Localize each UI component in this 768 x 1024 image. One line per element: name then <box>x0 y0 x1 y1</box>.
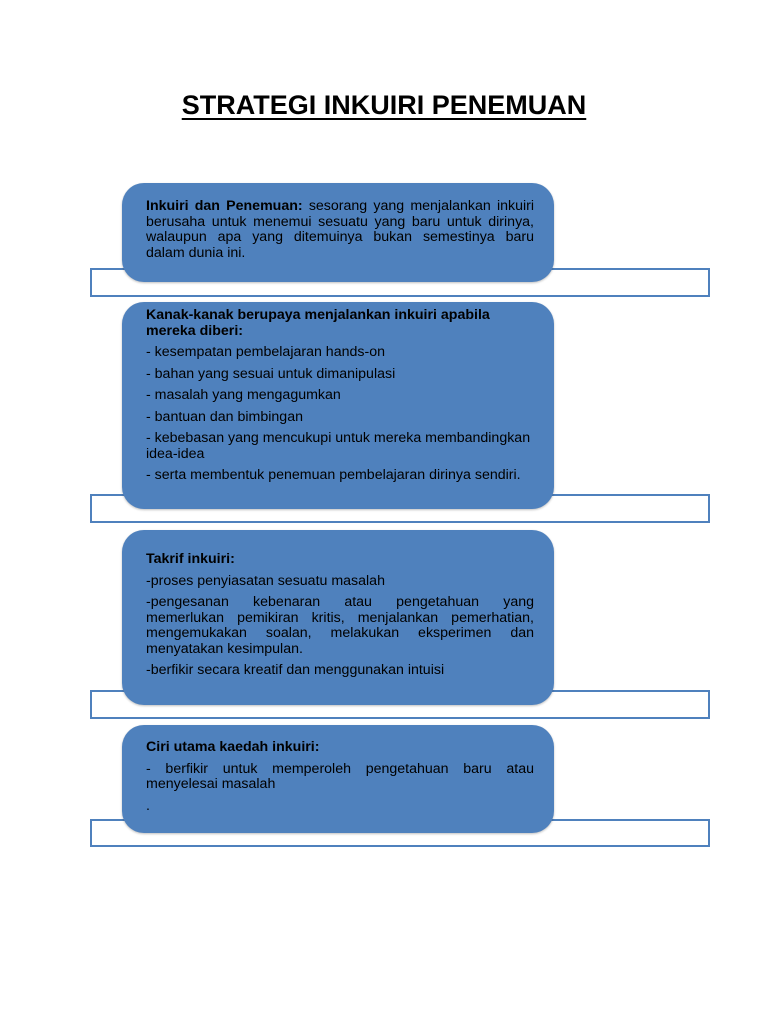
panel-1-box <box>122 183 554 282</box>
panel-2-item: - kebebasan yang mencukupi untuk mereka membandingkan idea-idea <box>146 430 531 462</box>
panel-1-heading: Inkuiri dan Penemuan: <box>146 198 303 214</box>
panel-4-item: . <box>146 797 150 814</box>
panel-2-heading: Kanak-kanak berupaya menjalankan inkuiri apabila mereka diberi: <box>146 307 490 339</box>
panel-2-item: - masalah yang mengagumkan <box>146 387 341 403</box>
panel-3-box <box>122 530 554 705</box>
panel-4-box <box>122 725 554 833</box>
panel-2-item: - serta membentuk penemuan pembelajaran dirinya sendiri. <box>146 467 521 483</box>
panel-1-body: sesorang yang menjalankan inkuiri berusaha untuk menemui sesuatu yang baru untuk dirinya, walaupun apa yang ditemuinya bukan semestinya baru dalam dunia ini. <box>146 198 534 261</box>
panel-2-item: - bahan yang sesuai untuk dimanipulasi <box>146 365 396 382</box>
panel-4-item: - berfikir untuk memperoleh pengetahuan baru atau menyelesai masalah <box>146 760 534 792</box>
panel-1-text <box>146 199 534 261</box>
page-title: STRATEGI INKUIRI PENEMUAN <box>181 90 587 120</box>
panel-4-heading: Ciri utama kaedah inkuiri: <box>146 739 320 755</box>
panel-3-item: -berfikir secara kreatif dan menggunakan intuisi <box>146 662 445 678</box>
panel-3-item: -pengesanan kebenaran atau pengetahuan yang memerlukan pemikiran kritis, menjalankan pemerhatian, mengemukakan soalan, melakukan eksperimen dan menyatakan kesimpulan. <box>146 594 534 657</box>
panel-2-item: - kesempatan pembelajaran hands-on <box>146 344 385 360</box>
panel-2-item: - bantuan dan bimbingan <box>146 408 303 425</box>
panel-3-item: -proses penyiasatan sesuatu masalah <box>146 572 385 589</box>
panel-3-heading: Takrif inkuiri: <box>146 551 235 567</box>
panel-2-box <box>122 302 554 509</box>
